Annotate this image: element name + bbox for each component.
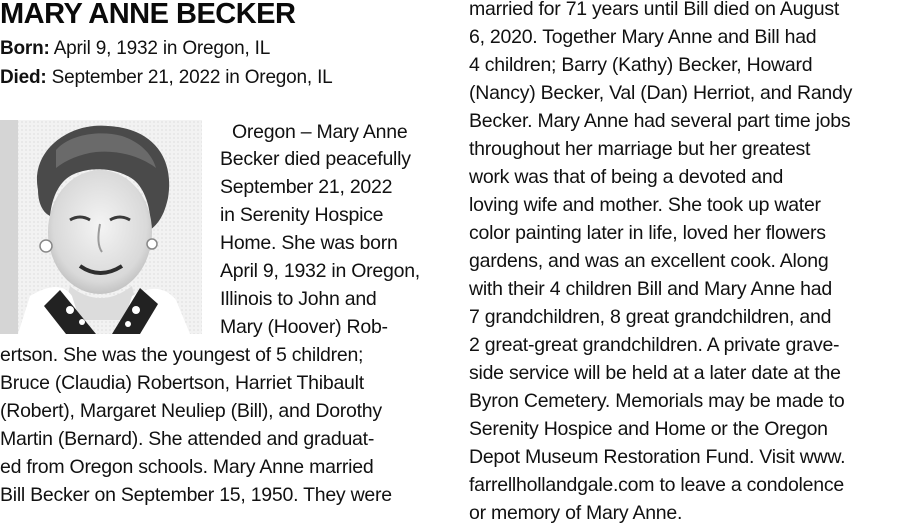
portrait-photo (0, 120, 202, 334)
body-left-line: ed from Oregon schools. Mary Anne married (0, 456, 374, 478)
body-left-wrap-line: Illinois to John and (220, 288, 377, 310)
body-left-line: Bill Becker on September 15, 1950. They were (0, 484, 392, 506)
body-left-line: Bruce (Claudia) Robertson, Harriet Thibault (0, 372, 364, 394)
born-value: April 9, 1932 in Oregon, IL (53, 38, 271, 59)
left-column (0, 0, 445, 531)
body-right-line: gardens, and was an excellent cook. Along (469, 250, 829, 272)
died-label: Died: (0, 67, 47, 88)
died-value: September 21, 2022 in Oregon, IL (51, 67, 333, 88)
body-left-line: Martin (Bernard). She attended and graduat- (0, 428, 375, 450)
body-right-line: 6, 2020. Together Mary Anne and Bill had (469, 26, 817, 48)
body-left-wrap-line: April 9, 1932 in Oregon, (220, 260, 420, 282)
body-right-line: Depot Museum Restoration Fund. Visit www. (469, 446, 846, 468)
body-right-line: 4 children; Barry (Kathy) Becker, Howard (469, 54, 813, 76)
body-left-wrap-line: Oregon – Mary Anne (232, 121, 408, 143)
body-right-line: throughout her marriage but her greatest (469, 138, 811, 160)
body-left-wrap-line: Becker died peacefully (220, 148, 411, 170)
body-left-line: (Robert), Margaret Neuliep (Bill), and Dorothy (0, 400, 382, 422)
body-left-wrap-line: September 21, 2022 (220, 176, 393, 198)
body-right-line: (Nancy) Becker, Val (Dan) Herriot, and Randy (469, 82, 853, 104)
obituary-title: MARY ANNE BECKER (0, 0, 296, 30)
body-left-wrap-line: in Serenity Hospice (220, 204, 384, 226)
body-right-line: loving wife and mother. She took up water (469, 194, 821, 216)
body-right-line: Serenity Hospice and Home or the Oregon (469, 418, 828, 440)
body-right-line: color painting later in life, loved her flowers (469, 222, 826, 244)
born-label: Born: (0, 38, 50, 59)
right-column (469, 0, 907, 531)
born-line (0, 37, 270, 61)
body-right-line: 7 grandchildren, 8 great grandchildren, and (469, 306, 832, 328)
body-left-wrap-line: Mary (Hoover) Rob- (220, 316, 388, 338)
body-right-line: married for 71 years until Bill died on August (469, 0, 840, 20)
body-right-line: side service will be held at a later date at the (469, 362, 841, 384)
body-right-line: with their 4 children Bill and Mary Anne had (469, 278, 832, 300)
body-right-line: work was that of being a devoted and (469, 166, 784, 188)
died-line (0, 66, 333, 90)
body-left-wrap-line: Home. She was born (220, 232, 398, 254)
body-right-line: 2 great-great grandchildren. A private grave- (469, 334, 840, 356)
body-right-line: Byron Cemetery. Memorials may be made to (469, 390, 845, 412)
body-right-line: or memory of Mary Anne. (469, 502, 683, 524)
body-right-line: farrellhollandgale.com to leave a condolence (469, 474, 844, 496)
body-right-line: Becker. Mary Anne had several part time jobs (469, 110, 851, 132)
body-left-line: ertson. She was the youngest of 5 children; (0, 344, 364, 366)
